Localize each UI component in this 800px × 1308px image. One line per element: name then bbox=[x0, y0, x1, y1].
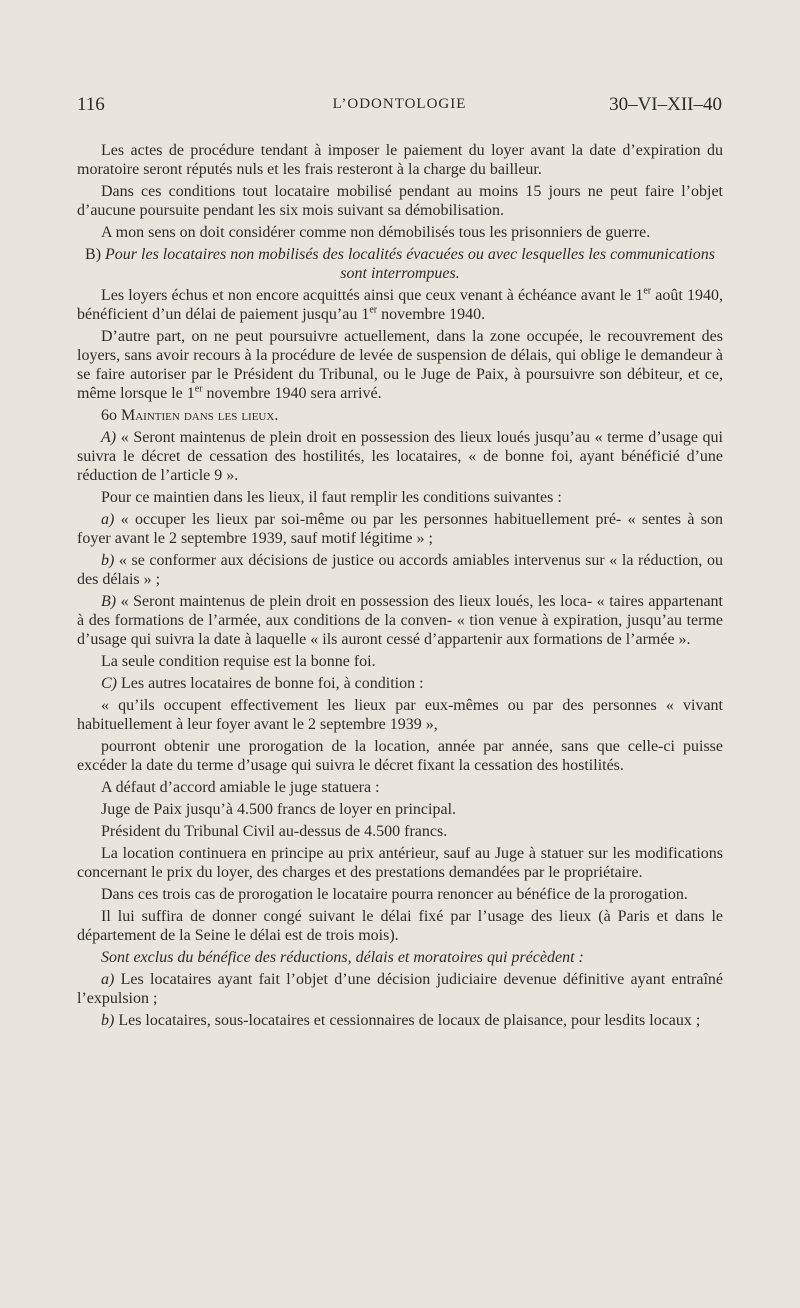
paragraph: Il lui suffira de donner congé suivant le délai fixé par l’usage des lieux (à Paris et dans le département de la Seine le délai est de trois mois). bbox=[77, 908, 723, 944]
paragraph: Les actes de procédure tendant à imposer le paiement du loyer avant la date d’expiration du moratoire seront réputés nuls et les frais resteront à la charge du bailleur. bbox=[77, 142, 723, 178]
clause-label: a) bbox=[101, 511, 121, 528]
condition-b bbox=[77, 551, 723, 589]
clause-label: A) bbox=[101, 429, 121, 446]
superscript: er bbox=[194, 383, 203, 395]
text-run: août 1940, bénéficient d’un délai de paiement jusqu’au 1 bbox=[77, 287, 723, 323]
superscript: er bbox=[369, 304, 378, 316]
text-run: Les loyers échus et non encore acquittés ainsi que ceux venant à échéance avant le 1 bbox=[101, 287, 644, 304]
clause-text: « occuper les lieux par soi-même ou par les personnes habituellement pré- « sentes à son foyer avant le 2 septembre 1939, sauf motif légitime » ; bbox=[77, 511, 724, 547]
text-run: novembre 1940 sera arrivé. bbox=[202, 385, 382, 402]
clause-label: b) bbox=[101, 1012, 119, 1029]
issue-date: 30–VI–XII–40 bbox=[609, 94, 722, 115]
paragraph: La location continuera en principe au prix antérieur, sauf au Juge à statuer sur les modifications concernant le prix du loyer, des charges et des prestations demandées par le propriétaire. bbox=[77, 845, 723, 881]
clause-text: « se conformer aux décisions de justice ou accords amiables intervenus sur « la réduction, ou des délais » ; bbox=[77, 552, 724, 588]
paragraph: Dans ces trois cas de prorogation le locataire pourra renoncer au bénéfice de la prorogation. bbox=[101, 886, 688, 903]
clause-c bbox=[77, 674, 723, 693]
text-run: D’autre part, on ne peut poursuivre actuellement, dans la zone occupée, le recouvrement des loyers, sans avoir recours à la procédure de levée de suspension de délais, qui oblige le demandeur à se faire autoriser par le Président du Tribunal, ou le Juge de Paix, à poursuivre son débiteur, et ce, même lorsque le 1 bbox=[77, 328, 723, 402]
paragraph: Président du Tribunal Civil au-dessus de 4.500 francs. bbox=[101, 823, 448, 840]
text-run: novembre 1940. bbox=[377, 306, 486, 323]
clause-text: « Seront maintenus de plein droit en possession des lieux loués, les loca- « taires appartenant à des formations de l’armée, aux conditions de la conven- « tion venue à expiration, jusqu’au terme d’usage qui suivra la date à laquelle « ils auront cessé d’appartenir aux formations de l’armée ». bbox=[77, 593, 723, 648]
clause-text: Les autres locataires de bonne foi, à condition : bbox=[121, 675, 424, 692]
clause-a bbox=[77, 428, 723, 485]
paragraph bbox=[77, 286, 723, 324]
clause-label: C) bbox=[101, 675, 121, 692]
clause-b bbox=[77, 592, 723, 649]
section-title: Maintien dans les lieux. bbox=[121, 407, 279, 424]
section-b-label: B) bbox=[85, 246, 106, 263]
clause-label: B) bbox=[101, 593, 121, 610]
superscript: er bbox=[643, 285, 652, 297]
section-6-heading bbox=[77, 406, 723, 425]
section-b-heading bbox=[77, 245, 723, 283]
clause-text: Les locataires ayant fait l’objet d’une décision judiciaire devenue définitive ayant entraîné l’expulsion ; bbox=[77, 971, 724, 1007]
paragraph: La seule condition requise est la bonne foi. bbox=[101, 653, 376, 670]
exclusions-heading: Sont exclus du bénéfice des réductions, délais et moratoires qui précèdent : bbox=[101, 949, 584, 966]
body-text bbox=[77, 141, 723, 1033]
running-header bbox=[77, 94, 722, 116]
exclusion-a bbox=[77, 970, 723, 1008]
clause-text: « Seront maintenus de plein droit en possession des lieux loués jusqu’au « terme d’usage qui suivra le décret de cessation des hostilités, les locataires, « de bonne foi, ayant bénéficié d’une réduction de l’article 9 ». bbox=[77, 429, 723, 484]
clause-label: b) bbox=[101, 552, 119, 569]
section-b-title: Pour les locataires non mobilisés des localités évacuées ou avec lesquelles les communications sont interrompues. bbox=[105, 246, 715, 282]
condition-a bbox=[77, 510, 723, 548]
paragraph: Dans ces conditions tout locataire mobilisé pendant au moins 15 jours ne peut faire l’objet d’aucune poursuite pendant les six mois suivant sa démobilisation. bbox=[77, 183, 723, 219]
clause-label: a) bbox=[101, 971, 121, 988]
exclusion-b bbox=[77, 1011, 723, 1030]
journal-title: L’ODONTOLOGIE bbox=[332, 96, 467, 112]
paragraph: Pour ce maintien dans les lieux, il faut remplir les conditions suivantes : bbox=[101, 489, 562, 506]
paragraph: pourront obtenir une prorogation de la location, année par année, sans que celle-ci puisse excéder la date du terme d’usage qui suivra le décret fixant la cessation des hostilités. bbox=[77, 738, 723, 774]
paragraph: Juge de Paix jusqu’à 4.500 francs de loyer en principal. bbox=[101, 801, 457, 818]
page-number: 116 bbox=[77, 94, 105, 115]
section-number: 6o bbox=[101, 407, 121, 424]
paragraph bbox=[77, 327, 723, 403]
paragraph: A mon sens on doit considérer comme non démobilisés tous les prisonniers de guerre. bbox=[101, 224, 651, 241]
paragraph: A défaut d’accord amiable le juge statuera : bbox=[101, 779, 380, 796]
paragraph: « qu’ils occupent effectivement les lieux par eux-mêmes ou par des personnes « vivant habituellement à leur foyer avant le 2 septembre 1939 », bbox=[77, 697, 723, 733]
clause-text: Les locataires, sous-locataires et cessionnaires de locaux de plaisance, pour lesdits locaux ; bbox=[118, 1012, 701, 1029]
